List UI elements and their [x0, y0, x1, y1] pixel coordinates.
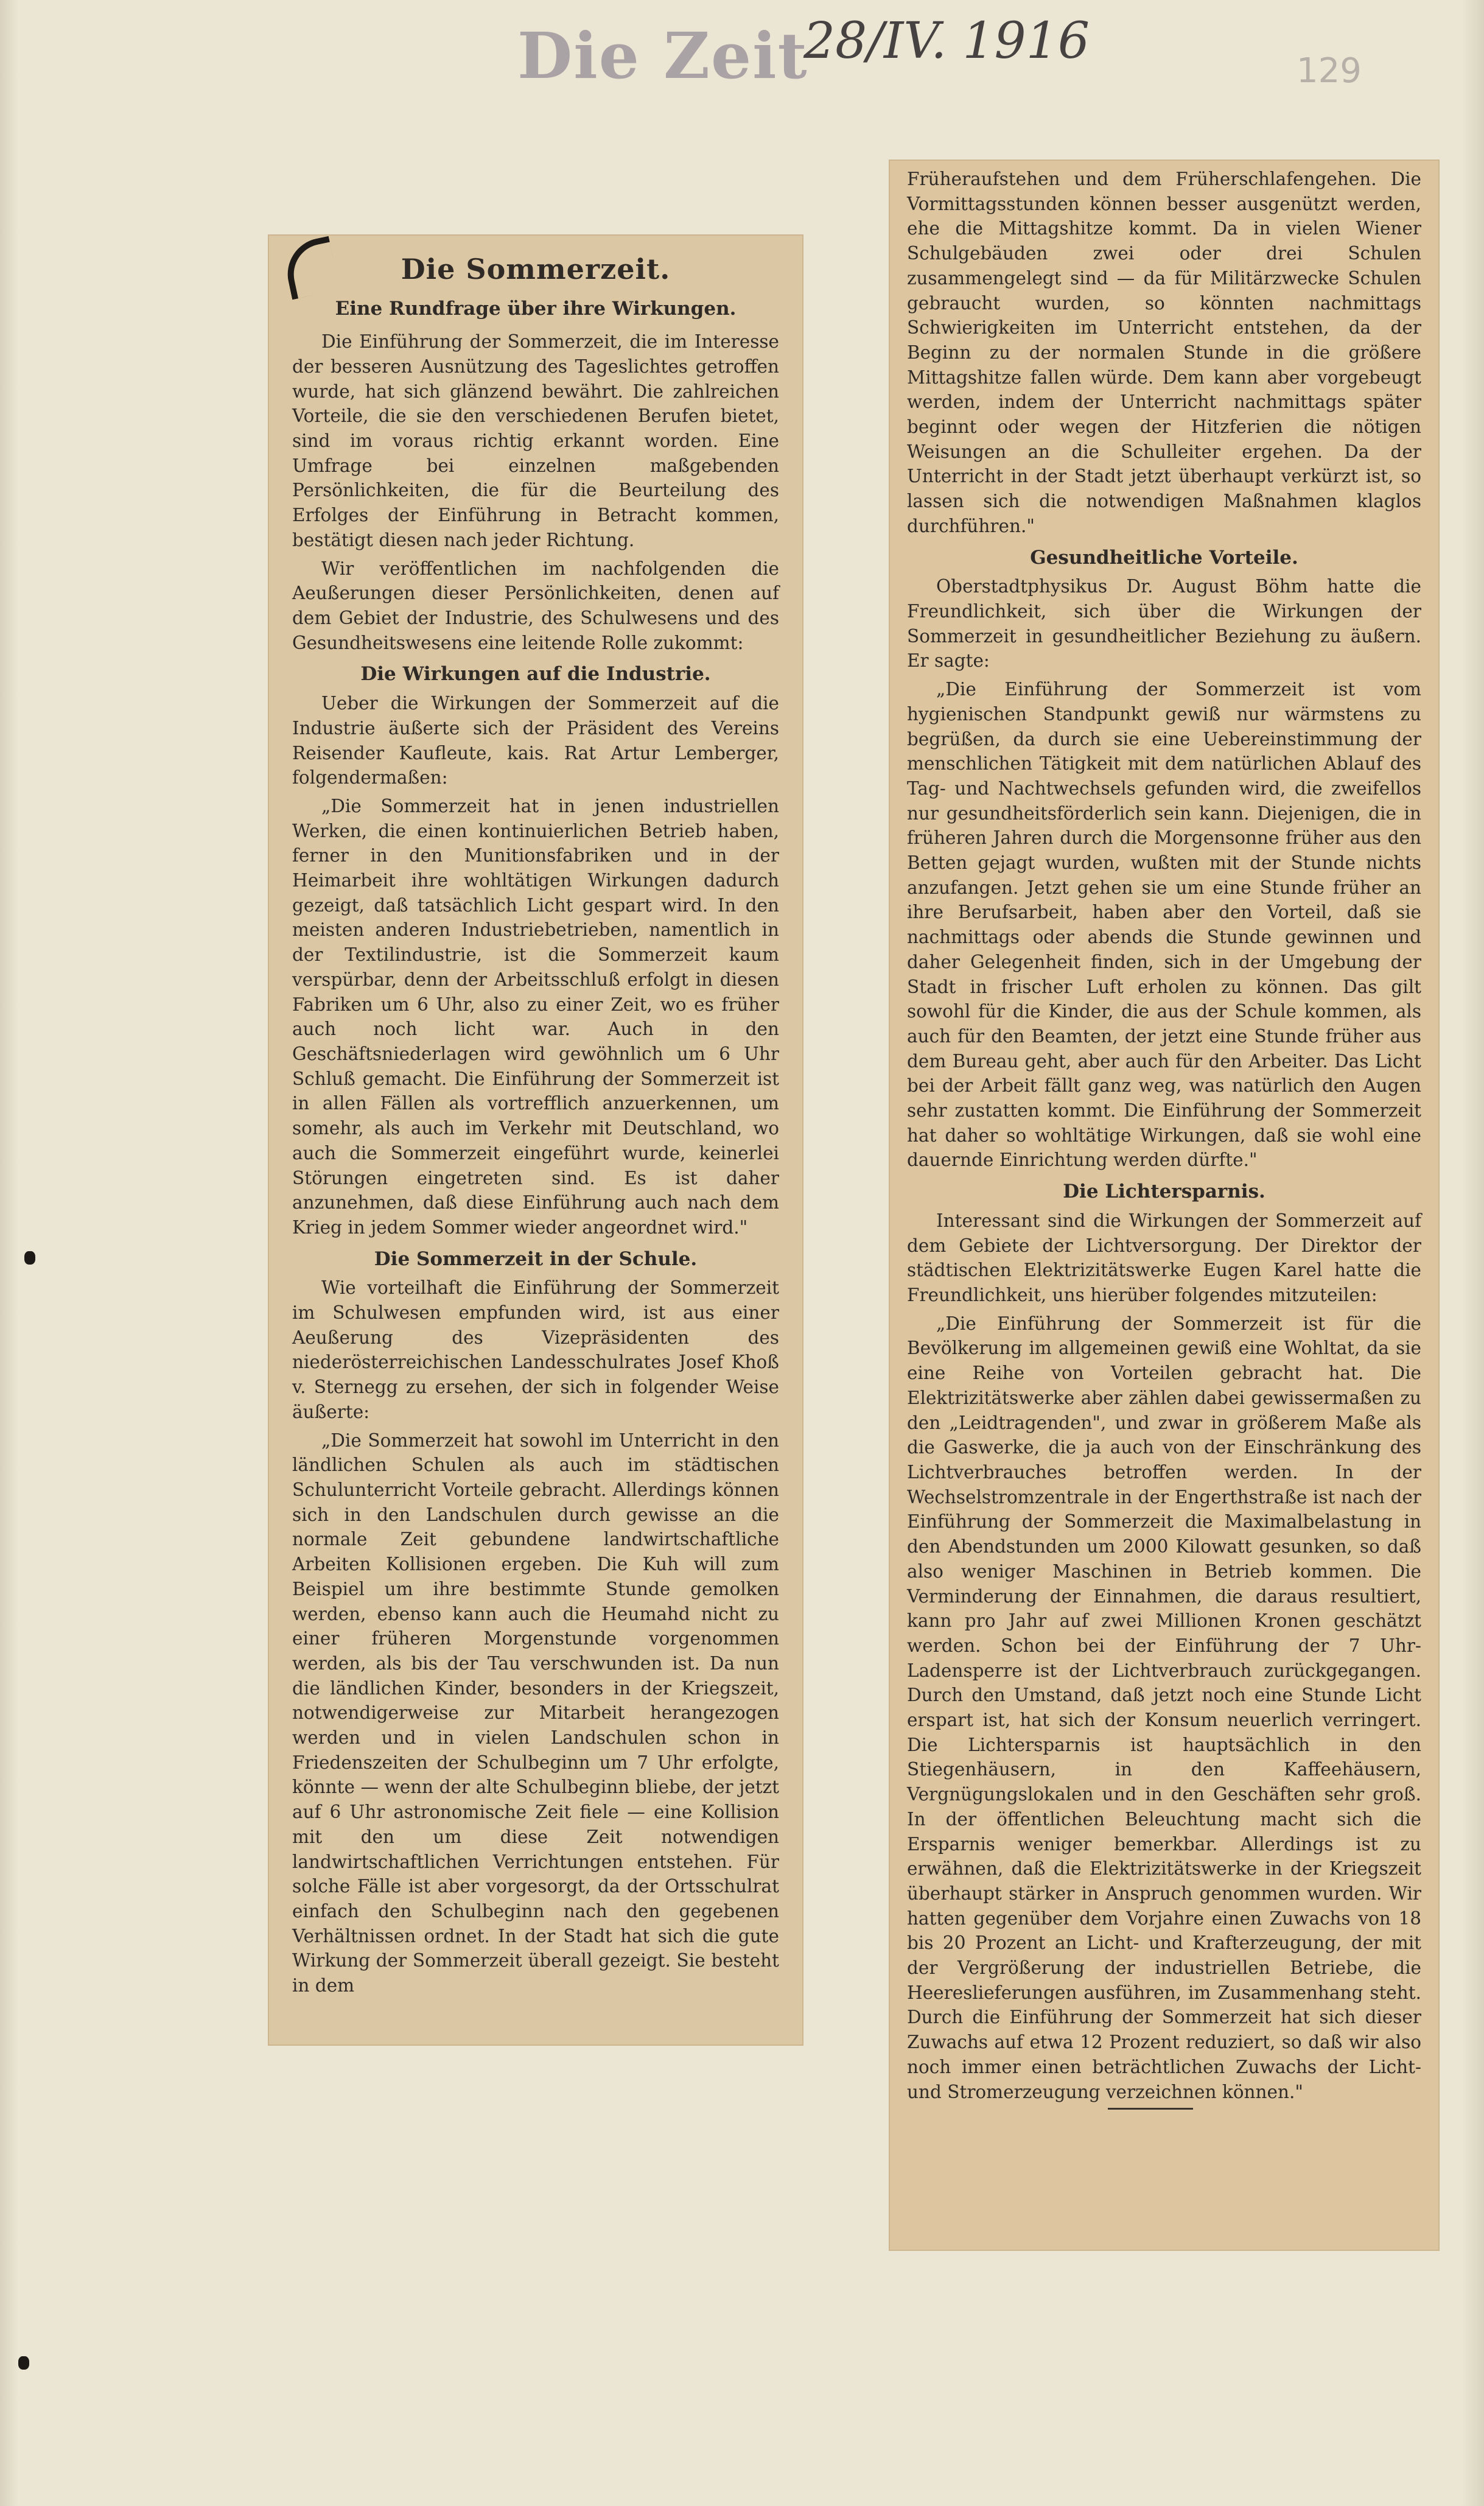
- clipping-left: [268, 234, 803, 2046]
- section-heading-industry: Die Wirkungen auf die Industrie.: [360, 663, 711, 686]
- section-heading-light-savings: Die Lichtersparnis.: [1063, 1181, 1265, 1203]
- intro-paragraph: Die Einführung der Sommerzeit, die im Interesse der besseren Ausnützung des Tageslichtes getroffen wurde, hat sich glänzend bewährt. Die zahlreichen Vorteile, die sie den verschiedenen Berufen bietet, sind im voraus richtig erkannt worden. Eine Umfrage bei einzelnen maßgebenden Persönlichkeiten, die für die Beurteilung des Erfolges der Einführung in Betracht kommen, bestätigt diesen nach jeder Richtung.: [292, 331, 779, 550]
- light-paragraph: Interessant sind die Wirkungen der Sommerzeit auf dem Gebiete der Lichtversorgung. Der Direktor der städtischen Elektrizitätswerke Eugen Karel hatte die Freundlichkeit, uns hierüber folgendes mitzuteilen:: [907, 1210, 1421, 1306]
- intro-paragraph: Wir veröffentlichen im nachfolgenden die Aeußerungen dieser Persönlichkeiten, denen auf dem Gebiet der Industrie, des Schulwesens und des Gesundheitswesens eine leitende Rolle zukommt:: [292, 558, 779, 653]
- end-rule: [1108, 2108, 1193, 2110]
- health-quote: „Die Einführung der Sommerzeit ist vom hygienischen Standpunkt gewiß nur wärmstens zu begrüßen, da durch sie eine Uebereinstimmung der menschlichen Tätigkeit mit dem natürlichen Ablauf des Tag- und Nachtwechsels gefunden wird, die zweifellos nur gesundheitsförderlich sein kann. Diejenigen, die in früheren Jahren durch die Morgensonne früher aus den Betten gejagt wurden, wußten mit der Stunde nichts anzufangen. Jetzt gehen sie um eine Stunde früher an ihre Berufsarbeit, haben aber den Vorteil, daß sie nachmittags oder abends die Stunde gewinnen und daher Gelegenheit finden, sich in der Umgebung der Stadt in frischer Luft erholen zu können. Das gilt sowohl für die Kinder, die aus der Schule kommen, als auch für den Beamten, der jetzt eine Stunde früher aus dem Bureau geht, aber auch für den Arbeiter. Das Licht bei der Arbeit fällt ganz weg, was natürlich den Augen sehr zustatten kommt. Die Einführung der Sommerzeit hat daher so wohltätige Wirkungen, daß sie wohl eine dauernde Einrichtung werden dürfte.": [907, 679, 1421, 1171]
- article-title: Die Sommerzeit.: [401, 253, 671, 286]
- newspaper-stamp: Die Zeit: [517, 18, 808, 93]
- industry-quote: „Die Sommerzeit hat in jenen industriellen Werken, die einen kontinuierlichen Betrieb haben, ferner in den Munitionsfabriken und in der Heimarbeit ihre wohltätigen Wirkungen dadurch gezeigt, daß tatsächlich Licht gespart wird. In den meisten anderen Industriebetrieben, namentlich in der Textilindustrie, ist die Sommerzeit kaum verspürbar, denn der Arbeitsschluß erfolgt in diesen Fabriken um 6 Uhr, also zu einer Zeit, wo es früher auch noch licht war. Auch in den Geschäftsniederlagen wird gewöhnlich um 6 Uhr Schluß gemacht. Die Einführung der Sommerzeit ist in allen Fällen als vortrefflich anzuerkennen, um somehr, als auch im Verkehr mit Deutschland, wo auch die Sommerzeit eingeführt wurde, keinerlei Störungen eingetreten sind. Es ist daher anzunehmen, daß diese Einführung auch nach dem Krieg in jedem Sommer wieder angeordnet wird.": [292, 795, 779, 1238]
- binding-hole: [18, 2356, 29, 2370]
- pencil-page-number: 129: [1297, 51, 1362, 91]
- school-paragraph: Wie vorteilhaft die Einführung der Sommerzeit im Schulwesen empfunden wird, ist aus einer Aeußerung des Vizepräsidenten des niederösterreichischen Landesschulrates Josef Khoß v. Sternegg zu ersehen, der sich in folgender Weise äußerte:: [292, 1277, 779, 1422]
- health-paragraph: Oberstadtphysikus Dr. August Böhm hatte die Freundlichkeit, sich über die Wirkungen der Sommerzeit in gesundheitlicher Beziehung zu äußern. Er sagte:: [907, 576, 1421, 672]
- article-subtitle: Eine Rundfrage über ihre Wirkungen.: [335, 298, 737, 320]
- section-heading-health: Gesundheitliche Vorteile.: [1030, 546, 1298, 569]
- school-quote: „Die Sommerzeit hat sowohl im Unterricht in den ländlichen Schulen als auch im städtischen Schulunterricht Vorteile gebracht. Allerdings können sich in den Landschulen durch gewisse an die normale Zeit gebundene landwirtschaftliche Arbeiten Kollisionen ergeben. Die Kuh will zum Beispiel um ihre bestimmte Stunde gemolken werden, ebenso kann auch die Heumahd nicht zu einer früheren Morgenstunde vorgenommen werden, als bis der Tau verschwunden ist. Da nun die ländlichen Kinder, besonders in der Kriegszeit, notwendigerweise zur Mitarbeit herangezogen werden und in vielen Landschulen schon in Friedenszeiten der Schulbeginn um 7 Uhr erfolgte, könnte — wenn der alte Schulbeginn bliebe, der jetzt auf 6 Uhr astronomische Zeit fiele — eine Kollision mit den um diese Zeit notwendigen landwirtschaftlichen Verrichtungen entstehen. Für solche Fälle ist aber vorgesorgt, da der Ortsschulrat einfach den Schulbeginn nach den gegebenen Verhältnissen ordnet. In der Stadt hat sich die gute Wirkung der Sommerzeit überall gezeigt. Sie besteht in dem: [292, 1430, 779, 1996]
- section-heading-school: Die Sommerzeit in der Schule.: [374, 1248, 698, 1270]
- clipping-right: [889, 160, 1440, 2251]
- binding-hole: [24, 1251, 35, 1265]
- industry-paragraph: Ueber die Wirkungen der Sommerzeit auf die Industrie äußerte sich der Präsident des Vereins Reisender Kaufleute, kais. Rat Artur Lemberger, folgendermaßen:: [292, 693, 779, 788]
- light-quote: „Die Einführung der Sommerzeit ist für die Bevölkerung im allgemeinen gewiß eine Wohltat, da sie eine Reihe von Vorteilen gebracht hat. Die Elektrizitätswerke aber zählen dabei gewissermaßen zu den „Leidtragenden", und zwar in größerem Maße als die Gaswerke, die ja auch von der Einschränkung des Lichtverbrauches betroffen werden. In der Wechselstromzentrale in der Engerthstraße ist nach der Einführung der Sommerzeit die Maximalbelastung in den Abendstunden um 2000 Kilowatt gesunken, so daß also weniger Maschinen in Betrieb kommen. Die Verminderung der Einnahmen, die daraus resultiert, kann pro Jahr auf zwei Millionen Kronen geschätzt werden. Schon bei der Einführung der 7 Uhr-Ladensperre ist der Lichtverbrauch zurückgegangen. Durch den Umstand, daß jetzt noch eine Stunde Licht erspart ist, hat sich der Konsum neuerlich verringert. Die Lichtersparnis ist hauptsächlich in den Stiegenhäusern, in den Kaffeehäusern, Vergnügungslokalen und in den Geschäften sehr groß. In der öffentlichen Beleuchtung macht sich die Ersparnis weniger bemerkbar. Allerdings ist zu erwähnen, daß die Elektrizitätswerke in der Kriegszeit überhaupt stärker in Anspruch genommen wurden. Wir hatten gegenüber dem Vorjahre einen Zuwachs von 18 bis 20 Prozent an Licht- und Krafterzeugung, der mit der Vergrößerung der industriellen Betriebe, die Heereslieferungen ausführen, im Zusammenhang steht. Durch die Einführung der Sommerzeit hat sich dieser Zuwachs auf etwa 12 Prozent reduziert, so daß wir also noch immer einen beträchtlichen Zuwachs der Licht- und Stromerzeugung verzeichnen können.": [907, 1313, 1421, 2102]
- school-quote-continuation: Früheraufstehen und dem Früherschlafengehen. Die Vormittagsstunden können besser ausgenützt werden, ehe die Mittagshitze kommt. Da in vielen Wiener Schulgebäuden zwei oder drei Schulen zusammengelegt sind — da für Militärzwecke Schulen gebraucht wurden, so könnten nachmittags Schwierigkeiten im Unterricht entstehen, da der Beginn zu der normalen Stunde in die größere Mittagshitze fallen würde. Dem kann aber vorgebeugt werden, indem der Unterricht nachmittags später beginnt oder wegen der Hitzferien die nötigen Weisungen an die Schulleiter ergehen. Da der Unterricht in der Stadt jetzt überhaupt verkürzt ist, so lassen sich die notwendigen Maßnahmen klaglos durchführen.": [907, 169, 1421, 536]
- handwritten-date: 28/IV. 1916: [803, 12, 1090, 70]
